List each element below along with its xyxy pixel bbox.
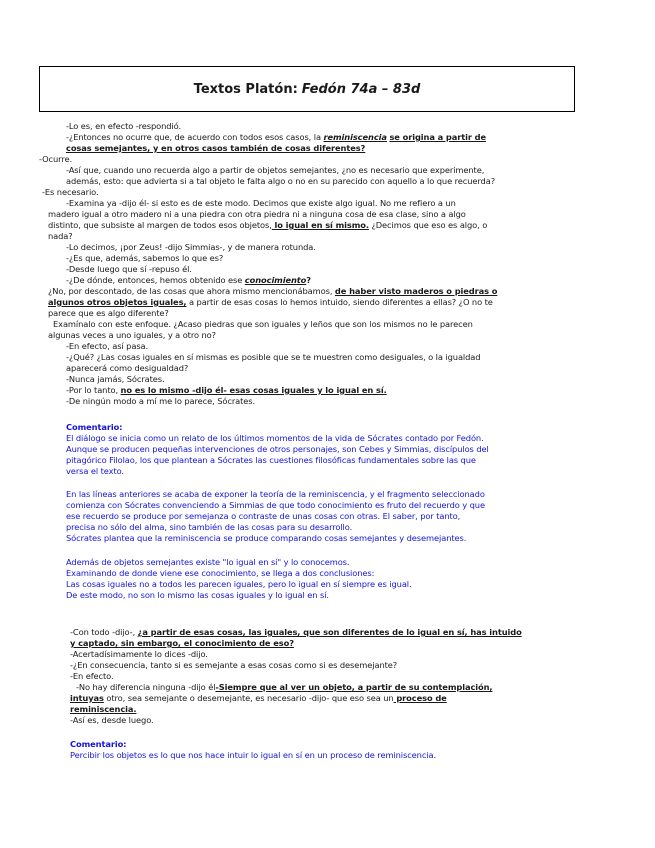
comment-line: Sócrates plantea que la reminiscencia se produce comparando cosas semejantes y desemejantes. xyxy=(66,533,467,543)
dialog-line: -De ningún modo a mí me lo parece, Sócrates. xyxy=(66,396,256,406)
dialog-line: y captado, sin embargo, el conocimiento de eso? xyxy=(70,638,294,648)
comment-line: Examinando de donde viene ese conocimiento, se llega a dos conclusiones: xyxy=(66,568,375,578)
dialog-line: -En efecto. xyxy=(70,671,114,681)
dialog-line: -Es necesario. xyxy=(42,187,99,197)
comment-line: De este modo, no son lo mismo las cosas iguales y lo igual en sí. xyxy=(66,590,329,600)
comment-line: versa el texto. xyxy=(66,466,124,476)
dialog-line: -¿En consecuencia, tanto si es semejante a esas cosas como si es desemejante? xyxy=(70,660,398,670)
dialog-line: -Lo decimos, ¡por Zeus! -dijo Simmias-, y de manera rotunda. xyxy=(66,242,316,252)
comment-line: Percibir los objetos es lo que nos hace intuir lo igual en sí en un proceso de reminiscencia. xyxy=(70,750,437,760)
dialog-line: distinto, que subsiste al margen de todos esos objetos, lo igual en sí mismo. ¿Decimos que eso es algo, o xyxy=(48,220,488,230)
dialog-line: -¿Qué? ¿Las cosas iguales en sí mismas es posible que se te muestren como desiguales, o la igualdad xyxy=(66,352,481,362)
comment-line: ese recuerdo se produce por semejanza o contraste de unas cosas con otras. El saber, por tanto, xyxy=(66,511,461,521)
comment-heading: Comentario: xyxy=(70,739,127,749)
dialog-line: Examínalo con este enfoque. ¿Acaso piedras que son iguales y leños que son los mismos no le parecen xyxy=(53,319,473,329)
dialog-line: reminiscencia. xyxy=(70,704,137,714)
title-work: Fedón 74a – 83d xyxy=(301,81,421,97)
dialog-line: -¿De dónde, entonces, hemos obtenido ese conocimiento? xyxy=(66,275,311,285)
title-main: Textos Platón: xyxy=(193,81,298,97)
dialog-line: -¿Es que, además, sabemos lo que es? xyxy=(66,253,224,263)
dialog-line: cosas semejantes, y en otros casos también de cosas diferentes? xyxy=(66,143,366,153)
comment-line: comienza con Sócrates convenciendo a Simmias de que todo conocimiento es fruto del recuerdo y que xyxy=(66,500,485,510)
dialog-line: -Así es, desde luego. xyxy=(70,715,154,725)
dialog-line: parece que es algo diferente? xyxy=(48,308,169,318)
dialog-line: -Lo es, en efecto -respondió. xyxy=(66,121,182,131)
dialog-line: -En efecto, así pasa. xyxy=(66,341,149,351)
dialog-line: nada? xyxy=(48,231,73,241)
dialog-line: -Desde luego que sí -repuso él. xyxy=(66,264,192,274)
dialog-line: ¿No, por descontado, de las cosas que ahora mismo mencionábamos, de haber visto maderos o piedras o xyxy=(48,286,498,296)
title-box xyxy=(39,66,575,112)
comment-line: Las cosas iguales no a todos les parecen iguales, pero lo igual en sí siempre es igual. xyxy=(66,579,412,589)
comment-line: En las líneas anteriores se acaba de exponer la teoría de la reminiscencia, y el fragmento seleccionado xyxy=(66,489,485,499)
dialog-line: madero igual a otro madero ni a una piedra con otra piedra ni a ninguna cosa de esa clase, sino a algo xyxy=(48,209,466,219)
dialog-line: -Así que, cuando uno recuerda algo a partir de objetos semejantes, ¿no es necesario que experimente, xyxy=(66,165,485,175)
comment-line: Aunque se producen pequeñas intervenciones de otros personajes, son Cebes y Simmias, discípulos del xyxy=(66,444,489,454)
comment-line: pitagórico Filolao, los que plantean a Sócrates las cuestiones filosóficas fundamentales sobre las que xyxy=(66,455,476,465)
dialog-line: -Acertadísimamente lo dices -dijo. xyxy=(70,649,208,659)
dialog-line: -Con todo -dijo-, ¿a partir de esas cosas, las iguales, que son diferentes de lo igual en sí, has intuido xyxy=(70,627,522,637)
comment-line: El diálogo se inicia como un relato de los últimos momentos de la vida de Sócrates contado por Fedón. xyxy=(66,433,484,443)
comment-line: precisa no sólo del alma, sino también de las cosas para su desarrollo. xyxy=(66,522,353,532)
dialog-line: -Examina ya -dijo él- si esto es de este modo. Decimos que existe algo igual. No me refiero a un xyxy=(66,198,456,208)
dialog-line: algunas veces a uno iguales, y a otro no? xyxy=(48,330,216,340)
dialog-line: además, esto: que advierta si a tal objeto le falta algo o no en su parecido con aquello a lo que recuerda? xyxy=(66,176,496,186)
dialog-line: intuyas otro, sea semejante o desemejante, es necesario -dijo- que eso sea un proceso de xyxy=(70,693,447,703)
comment-heading: Comentario: xyxy=(66,422,123,432)
dialog-line: -Nunca jamás, Sócrates. xyxy=(66,374,165,384)
dialog-line: algunos otros objetos iguales, a partir de esas cosas lo hemos intuido, siendo diferentes a ellas? ¿O no te xyxy=(48,297,493,307)
dialog-line: -No hay diferencia ninguna -dijo él-Siempre que al ver un objeto, a partir de su contemplación, xyxy=(76,682,493,692)
comment-line: Además de objetos semejantes existe "lo igual en sí" y lo conocemos. xyxy=(66,557,350,567)
dialog-line: aparecerá como desigualdad? xyxy=(66,363,189,373)
dialog-line: -Por lo tanto, no es lo mismo -dijo él- esas cosas iguales y lo igual en sí. xyxy=(66,385,387,395)
dialog-line: -¿Entonces no ocurre que, de acuerdo con todos esos casos, la reminiscencia se origina a partir de xyxy=(66,132,486,142)
dialog-line: -Ocurre. xyxy=(39,154,73,164)
